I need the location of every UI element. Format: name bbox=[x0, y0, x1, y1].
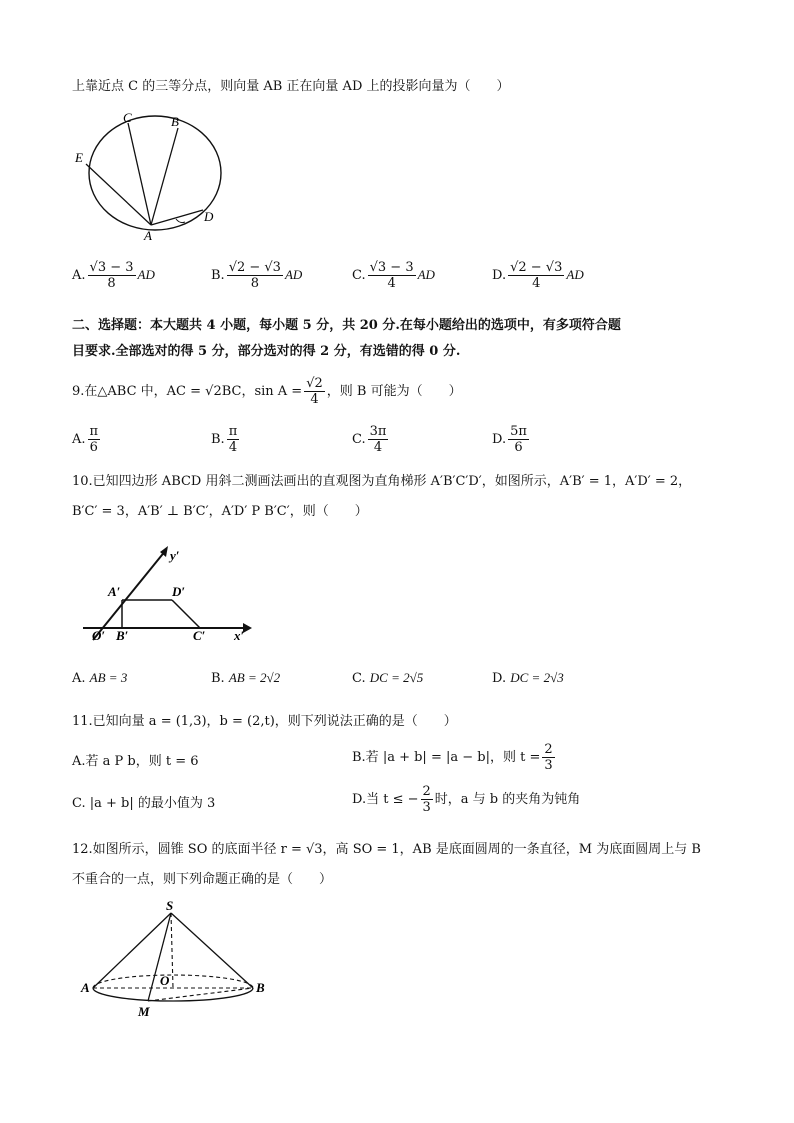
label-M: M bbox=[138, 1004, 150, 1019]
label-D: D bbox=[204, 209, 214, 224]
q10-line2: B′C′ = 3，A′B′ ⊥ B′C′，A′D′ P B′C′，则（ ） bbox=[72, 504, 368, 519]
label-C: C bbox=[123, 110, 132, 125]
q10-line1: 10.已知四边形 ABCD 用斜二测画法画出的直观图为直角梯形 A′B′C′D′，如图所示，A′B′ = 1，A′D′ = 2， bbox=[72, 474, 692, 489]
label-A-prime: A′ bbox=[108, 584, 121, 599]
q8-option-d: D. $\frac{√2 - √3}{4}$ AD bbox=[492, 260, 584, 291]
label-O: O bbox=[160, 973, 170, 988]
label-y-axis: y′ bbox=[170, 548, 180, 563]
q11-option-d: D.当 t ≤ − $\frac{2}{3}$ 时，a 与 b 的夹角为钝角 bbox=[352, 784, 581, 815]
q8-stem: 上靠近点 C 的三等分点，则向量 AB 正在向量 AD 上的投影向量为（ ） bbox=[72, 79, 510, 94]
q10-option-d: D. DC = 2√3 bbox=[492, 670, 564, 686]
label-A: A bbox=[144, 228, 152, 243]
q9-stem: 9.在△ABC 中，AC = √2BC，sin A = $\frac{√2}{4}$ ，则 B 可能为（ ） bbox=[72, 376, 462, 407]
q8-option-b: B. $\frac{√2 - √3}{8}$ AD bbox=[211, 260, 303, 291]
label-O-prime: O′ bbox=[92, 628, 106, 643]
label-A: A bbox=[81, 980, 90, 995]
label-B-prime: B′ bbox=[116, 628, 129, 643]
q10-option-c: C. DC = 2√5 bbox=[352, 670, 424, 686]
label-D-prime: D′ bbox=[172, 584, 186, 599]
q11-option-b: B.若 |a + b| = |a − b|，则 t = $\frac{2}{3}$ bbox=[352, 742, 553, 773]
label-x-axis: x′ bbox=[234, 628, 245, 643]
q11-option-a: A.若 a P b，则 t = 6 bbox=[72, 754, 199, 769]
label-C-prime: C′ bbox=[193, 628, 206, 643]
q9-option-d: D. $\frac{5\pi}{6}$ bbox=[492, 424, 527, 455]
q8-circle-figure bbox=[70, 110, 230, 245]
q10-option-a: A. AB = 3 bbox=[72, 670, 128, 686]
q9-option-a: A. $\frac{\pi}{6}$ bbox=[72, 424, 99, 455]
label-E: E bbox=[75, 150, 83, 165]
label-S: S bbox=[166, 898, 174, 913]
q8-option-a: A. $\frac{√3 - 3}{8}$ AD bbox=[72, 260, 155, 291]
section2-line2: 目要求.全部选对的得 5 分，部分选对的得 2 分，有选错的得 0 分. bbox=[72, 344, 461, 359]
q10-oblique-figure bbox=[78, 540, 258, 645]
section2-line1: 二、选择题：本大题共 4 小题，每小题 5 分，共 20 分.在每小题给出的选项中，有多项符合题 bbox=[72, 318, 621, 333]
q11-option-c: C. |a + b| 的最小值为 3 bbox=[72, 796, 216, 811]
label-B: B bbox=[171, 114, 179, 129]
q9-option-b: B. $\frac{\pi}{4}$ bbox=[211, 424, 238, 455]
q9-option-c: C. $\frac{3\pi}{4}$ bbox=[352, 424, 387, 455]
q12-line1: 12.如图所示，圆锥 SO 的底面半径 r = √3，高 SO = 1，AB 是底面圆周的一条直径，M 为底面圆周上与 B bbox=[72, 842, 701, 857]
q12-cone-figure bbox=[78, 895, 268, 1020]
label-B: B bbox=[256, 980, 265, 995]
q8-option-c: C. $\frac{√3 - 3}{4}$ AD bbox=[352, 260, 435, 291]
q12-line2: 不重合的一点，则下列命题正确的是（ ） bbox=[72, 872, 333, 887]
q10-option-b: B. AB = 2√2 bbox=[211, 670, 281, 686]
q11-stem: 11.已知向量 a = (1,3)，b = (2,t)，则下列说法正确的是（ ） bbox=[72, 714, 457, 729]
